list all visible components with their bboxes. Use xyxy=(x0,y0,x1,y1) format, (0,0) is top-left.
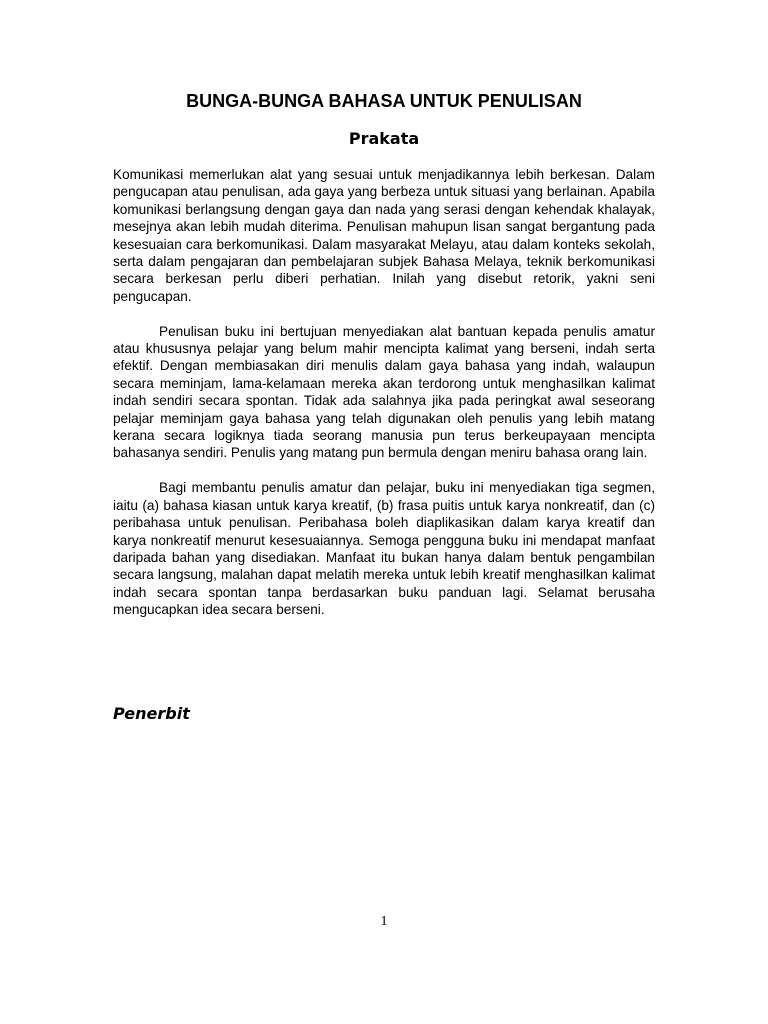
signoff: Penerbit xyxy=(113,704,190,723)
paragraph-2: Penulisan buku ini bertujuan menyediakan alat bantuan kepada penulis amatur atau khususnya pelajar yang belum mahir mencipta kalimat yang berseni, indah serta efektif. Dengan membiasakan diri menulis dalam gaya bahasa yang indah, walaupun secara meminjam, lama-kelamaan mereka akan terdorong untuk menghasilkan kalimat indah sendiri secara spontan. Tidak ada salahnya jika pada peringkat awal seseorang pelajar meminjam gaya bahasa yang telah digunakan oleh penulis yang lebih matang kerana secara logiknya tiada seorang manusia pun terus berkeupayaan mencipta bahasanya sendiri. Penulis yang matang pun bermula dengan meniru bahasa orang lain. xyxy=(113,323,655,461)
document-title: BUNGA-BUNGA BAHASA UNTUK PENULISAN xyxy=(186,91,582,111)
paragraph-1: Komunikasi memerlukan alat yang sesuai untuk menjadikannya lebih berkesan. Dalam pengucapan atau penulisan, ada gaya yang berbeza untuk situasi yang berlainan. Apabila komunikasi berlangsung dengan gaya dan nada yang serasi dengan kehendak khalayak, mesejnya akan lebih mudah diterima. Penulisan mahupun lisan sangat bergantung pada kesesuaian cara berkomunikasi. Dalam masyarakat Melayu, atau dalam konteks sekolah, serta dalam pengajaran dan pembelajaran subjek Bahasa Melaya, teknik berkomunikasi secara berkesan perlu diberi perhatian. Inilah yang disebut retorik, yakni seni pengucapan. xyxy=(113,167,655,304)
page-number: 1 xyxy=(380,914,388,929)
body-text xyxy=(113,166,655,636)
section-heading: Prakata xyxy=(348,129,420,148)
paragraph-3: Bagi membantu penulis amatur dan pelajar, buku ini menyediakan tiga segmen, iaitu (a) bahasa kiasan untuk karya kreatif, (b) frasa puitis untuk karya nonkreatif, dan (c) peribahasa untuk penulisan. Peribahasa boleh diaplikasikan dalam karya kreatif dan karya nonkreatif menurut kesesuaiannya. Semoga pengguna buku ini mendapat manfaat daripada bahan yang disediakan. Manfaat itu bukan hanya dalam bentuk pengambilan secara langsung, malahan dapat melatih mereka untuk lebih kreatif menghasilkan kalimat indah secara spontan tanpa berdasarkan buku panduan lagi. Selamat berusaha mengucapkan idea secara berseni. xyxy=(113,480,655,618)
